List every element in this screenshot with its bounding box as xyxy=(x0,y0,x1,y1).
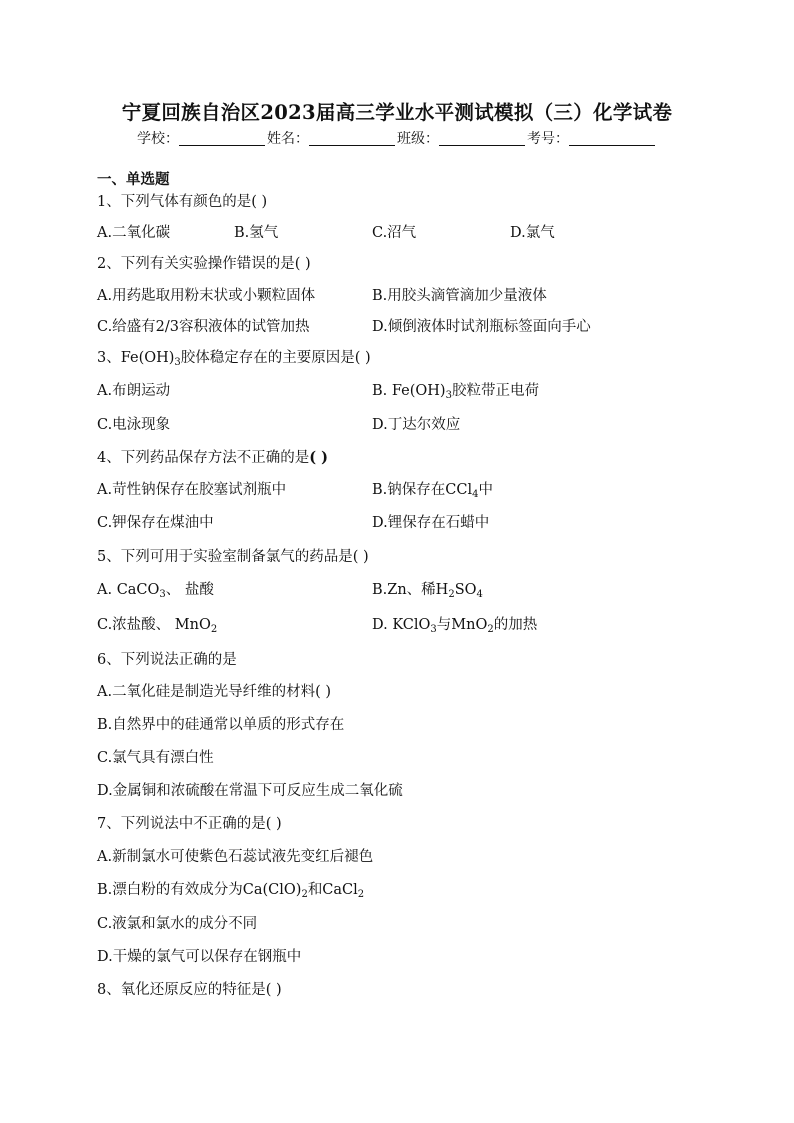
q4-stem: 4、下列药品保存方法不正确的是( ) xyxy=(97,449,329,466)
q2-option-d: D.倾倒液体时试剂瓶标签面向手心 xyxy=(372,319,591,335)
student-info xyxy=(0,128,794,148)
q5-option-b: B.Zn、稀$H_2SO_4$ xyxy=(372,582,483,600)
q6-option-b: B.自然界中的硅通常以单质的形式存在 xyxy=(97,717,345,733)
q2-stem: 2、下列有关实验操作错误的是( ) xyxy=(97,256,311,272)
q8-stem: 8、氧化还原反应的特征是( ) xyxy=(97,982,282,998)
school-field[interactable] xyxy=(179,131,265,146)
q4-option-a: A.苛性钠保存在胶塞试剂瓶中 xyxy=(97,482,287,498)
name-field[interactable] xyxy=(309,131,395,146)
q2-option-a: A.用药匙取用粉末状或小颗粒固体 xyxy=(97,288,316,304)
q1-stem: 1、下列气体有颜色的是( ) xyxy=(97,194,268,210)
number-label: 考号： xyxy=(527,131,569,147)
q3-option-b: B. $Fe(OH)_3$胶粒带正电荷 xyxy=(372,383,539,401)
page-title: 宁夏回族自治区2023届高三学业水平测试模拟（三）化学试卷 xyxy=(121,101,673,124)
q5-option-a: A. CaCO$_3$、 盐酸 xyxy=(97,582,214,600)
q7-option-d: D.干燥的氯气可以保存在钢瓶中 xyxy=(97,949,302,965)
q2-option-b: B.用胶头滴管滴加少量液体 xyxy=(372,288,547,304)
q7-option-b: B.漂白粉的有效成分为$Ca(ClO)_2$和CaCl$_2$ xyxy=(97,882,365,900)
q4-option-c: C.钾保存在煤油中 xyxy=(97,515,214,531)
q6-option-a: A.二氧化硅是制造光导纤维的材料( ) xyxy=(97,684,332,700)
q5-stem: 5、下列可用于实验室制备氯气的药品是( ) xyxy=(97,549,369,565)
q1-option-b: B.氢气 xyxy=(234,225,279,241)
q6-option-d: D.金属铜和浓硫酸在常温下可反应生成二氧化硫 xyxy=(97,783,403,799)
class-label: 班级： xyxy=(397,131,439,147)
q6-option-c: C.氯气具有漂白性 xyxy=(97,750,214,766)
q1-option-a: A.二氧化碳 xyxy=(97,225,171,241)
section-heading: 一、单选题 xyxy=(97,171,170,188)
q2-option-c: C.给盛有2/3容积液体的试管加热 xyxy=(97,319,310,335)
number-field[interactable] xyxy=(569,131,655,146)
name-label: 姓名： xyxy=(267,131,309,147)
q3-option-c: C.电泳现象 xyxy=(97,417,171,433)
q7-option-a: A.新制氯水可使紫色石蕊试液先变红后褪色 xyxy=(97,849,374,865)
q4-option-d: D.锂保存在石蜡中 xyxy=(372,515,490,531)
class-field[interactable] xyxy=(439,131,525,146)
q1-option-d: D.氯气 xyxy=(510,225,555,241)
q3-option-d: D.丁达尔效应 xyxy=(372,417,461,433)
q3-stem: 3、$Fe(OH)_3$胶体稳定存在的主要原因是( ) xyxy=(97,350,371,368)
q1-option-c: C.沼气 xyxy=(372,225,417,241)
school-label: 学校： xyxy=(137,131,179,147)
q7-option-c: C.液氯和氯水的成分不同 xyxy=(97,916,258,932)
q5-option-c: C.浓盐酸、 MnO$_2$ xyxy=(97,617,218,635)
q5-option-d: D. KClO$_3$与MnO$_2$的加热 xyxy=(372,617,538,635)
q3-option-a: A.布朗运动 xyxy=(97,383,171,399)
q4-option-b: B.钠保存在CCl$_4$中 xyxy=(372,482,493,500)
q6-stem: 6、下列说法正确的是 xyxy=(97,652,237,668)
q7-stem: 7、下列说法中不正确的是( ) xyxy=(97,816,282,832)
